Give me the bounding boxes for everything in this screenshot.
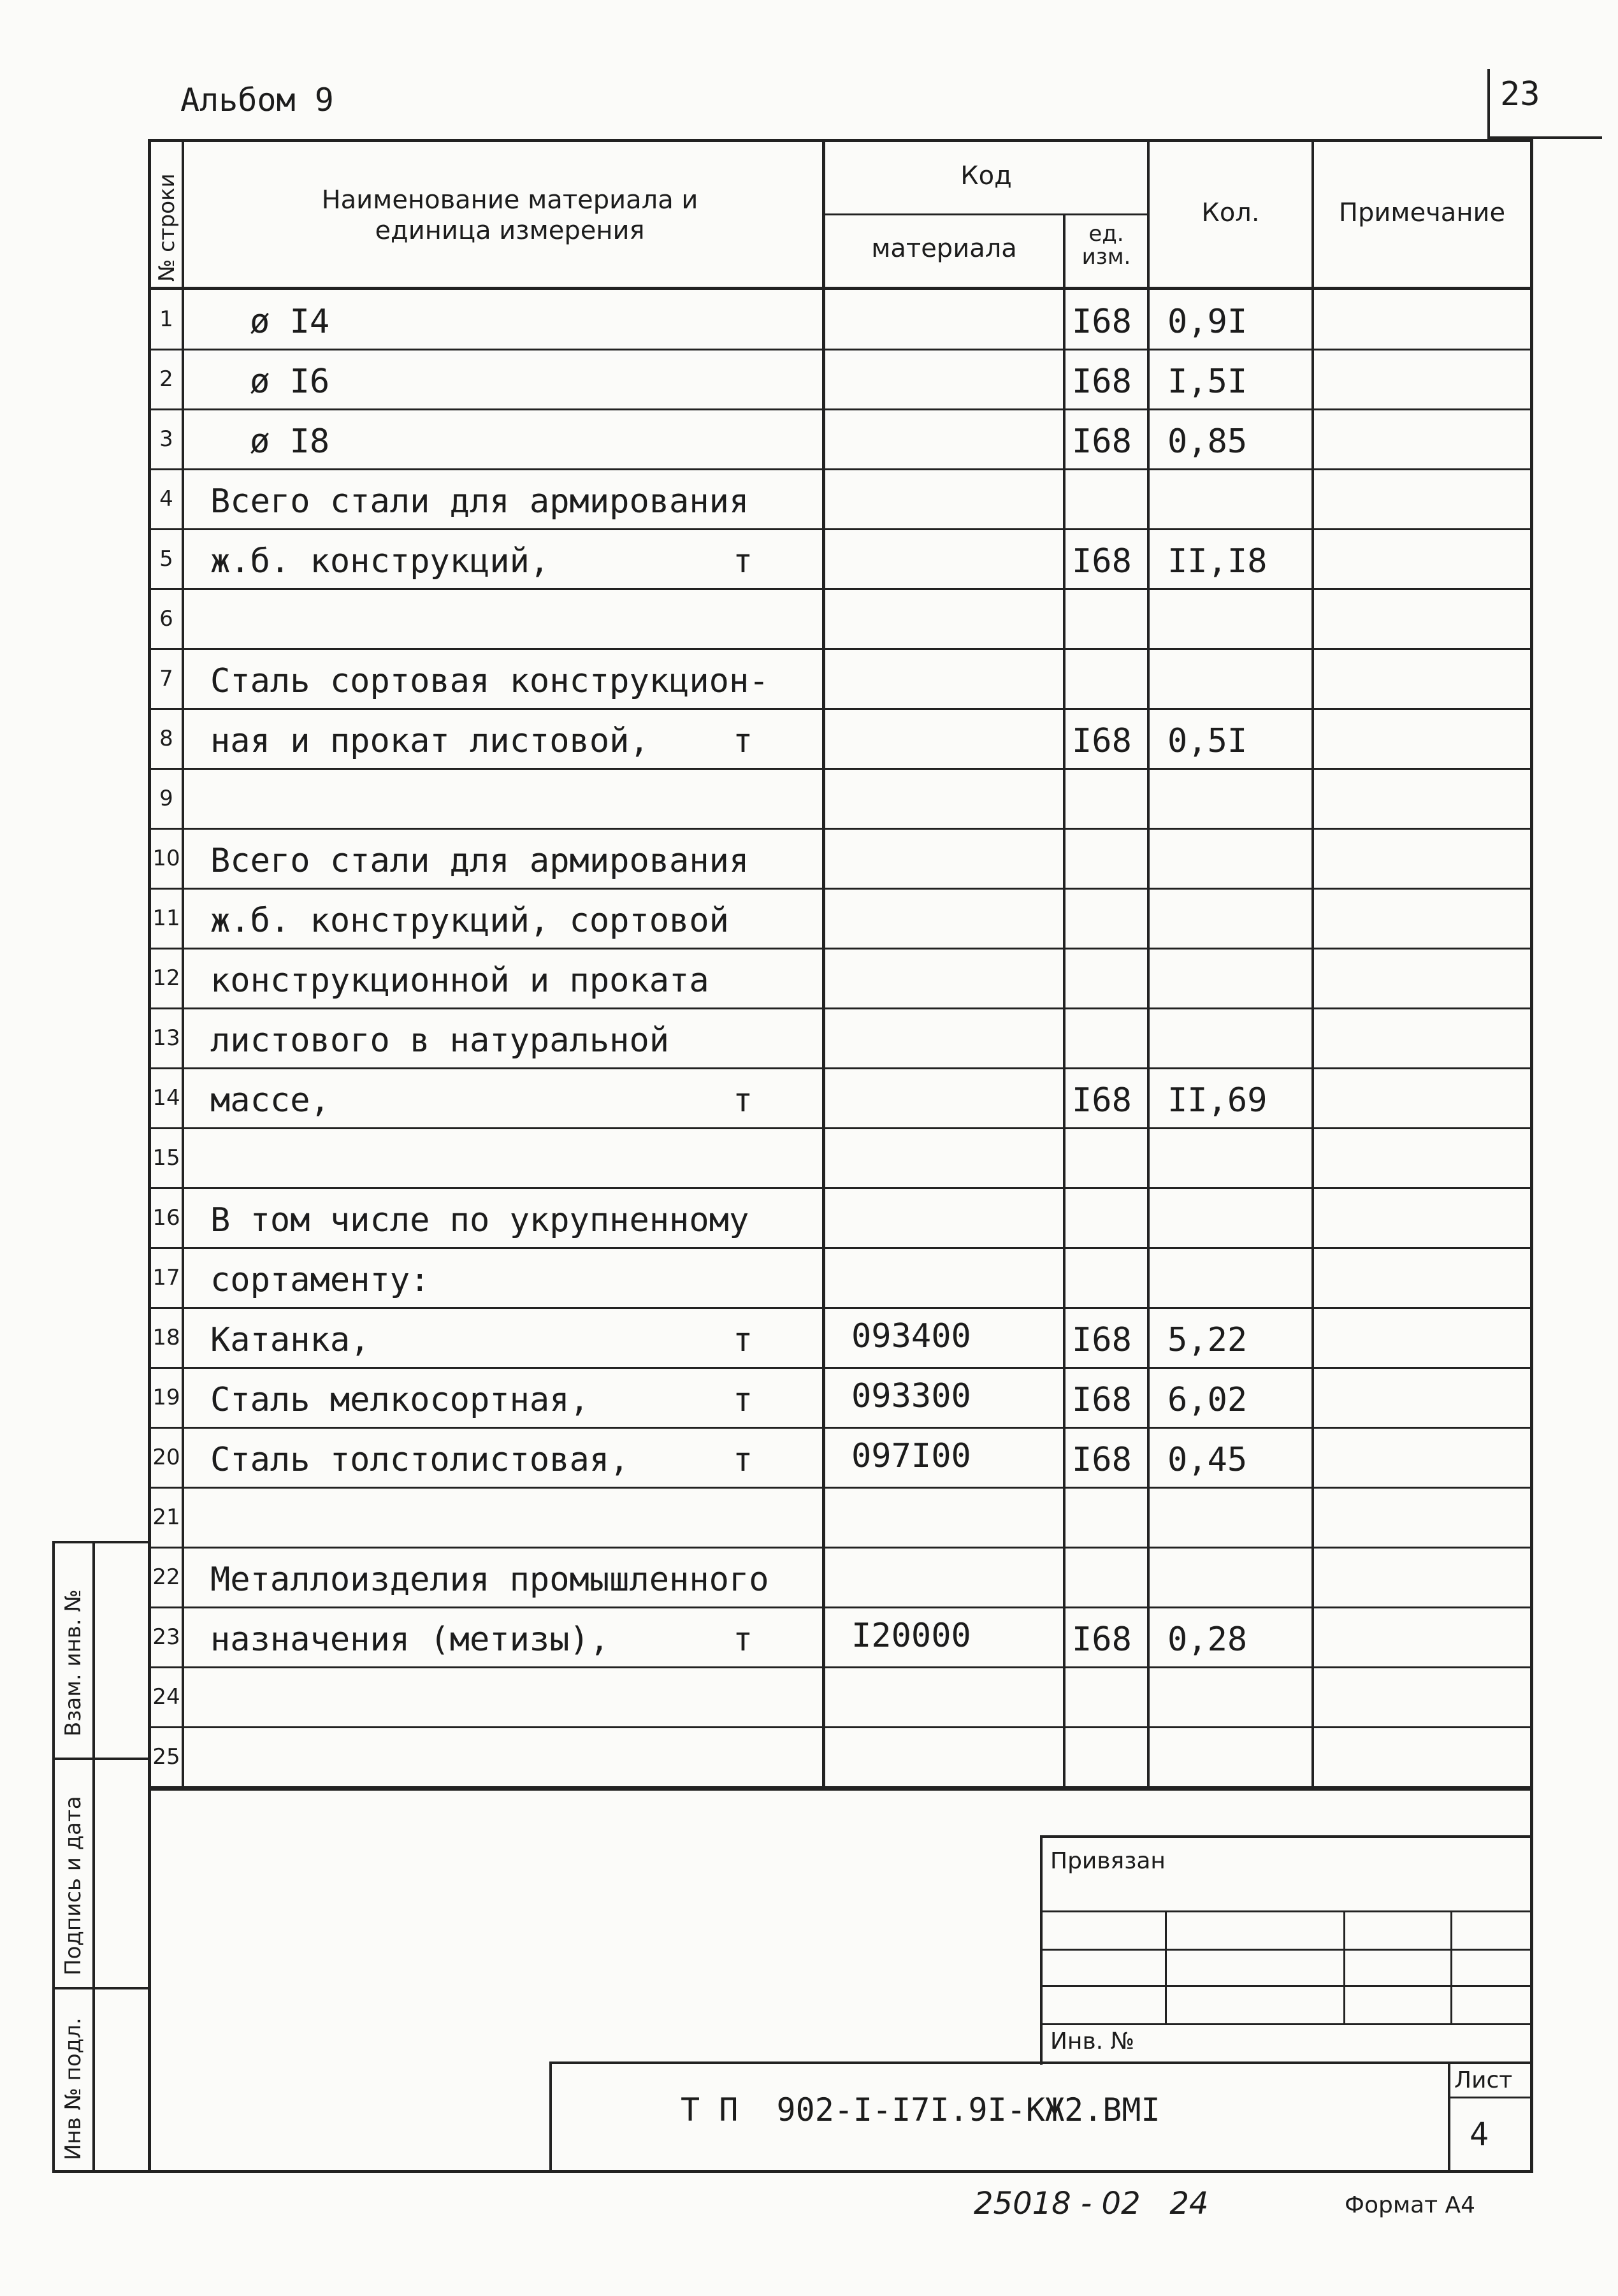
unit-code: I68 (1072, 1321, 1132, 1359)
row-divider (148, 1367, 1533, 1369)
material-name: Сталь сортовая конструкцион- (210, 662, 769, 700)
stamp-row3 (1040, 1985, 1533, 1987)
material-name: ø I8 (250, 422, 330, 461)
row-number: 6 (159, 606, 173, 632)
row-divider (148, 528, 1533, 530)
material-name: Сталь мелкосортная, (210, 1381, 589, 1419)
sheet-label-divider (1448, 2097, 1533, 2098)
stamp-col3 (1450, 1910, 1452, 2025)
header-code-unit: ед. изм. (1081, 221, 1131, 270)
col-divider-qty (1311, 139, 1314, 1789)
frame-left (148, 1787, 151, 2173)
unit-code: I68 (1072, 363, 1132, 401)
header-qty: Кол. (1201, 198, 1260, 227)
material-name: конструкционной и проката (210, 962, 709, 1000)
unit-code: I68 (1072, 1441, 1132, 1479)
doc-box-sheet-divider (1448, 2061, 1450, 2171)
stamp-privyazan: Привязан (1050, 1848, 1166, 1874)
frame-right (1530, 1787, 1533, 2173)
unit-code: I68 (1072, 303, 1132, 341)
quantity: 0,85 (1167, 422, 1248, 461)
row-number: 4 (159, 486, 173, 512)
sheet-label: Лист (1454, 2067, 1513, 2093)
row-number: 18 (152, 1325, 180, 1350)
material-name: Катанка, (210, 1321, 370, 1359)
unit-code: I68 (1072, 722, 1132, 760)
unit-label: т (733, 1321, 753, 1359)
quantity: 5,22 (1167, 1321, 1248, 1359)
material-code: 093300 (851, 1377, 971, 1415)
row-divider (148, 588, 1533, 590)
header-row-no: № строки (154, 173, 180, 282)
row-number: 21 (152, 1505, 180, 1530)
label-podpis-data: Подпись и дата (61, 1796, 86, 1975)
format-label: Формат А4 (1345, 2192, 1476, 2218)
label-vzam-inv: Взам. инв. № (61, 1589, 86, 1736)
row-divider (148, 1007, 1533, 1009)
side-stamp-left (52, 1541, 55, 2172)
row-number: 8 (159, 726, 173, 751)
header-note: Примечание (1338, 198, 1506, 227)
unit-label: т (733, 1441, 753, 1479)
row-divider (148, 1666, 1533, 1668)
material-name: ø I6 (250, 363, 330, 401)
material-code: 093400 (851, 1317, 971, 1355)
material-name: ж.б. конструкций, сортовой (210, 902, 729, 940)
stamp-inv-no: Инв. № (1050, 2028, 1135, 2054)
unit-code: I68 (1072, 1081, 1132, 1120)
quantity: 0,28 (1167, 1621, 1248, 1659)
row-number: 22 (152, 1564, 180, 1590)
table-top-border (148, 139, 1533, 142)
material-name: Сталь толстолистовая, (210, 1441, 630, 1479)
row-number: 13 (152, 1025, 180, 1051)
header-code-material: материала (871, 234, 1017, 263)
row-number: 9 (159, 786, 173, 811)
side-stamp-div1 (52, 1758, 148, 1760)
row-divider (148, 1187, 1533, 1189)
row-number: 23 (152, 1624, 180, 1650)
unit-label: т (733, 722, 753, 760)
row-divider (148, 1127, 1533, 1129)
side-stamp-mid (92, 1541, 95, 2172)
row-divider (148, 948, 1533, 949)
row-divider (148, 1307, 1533, 1309)
row-divider (148, 1427, 1533, 1429)
material-name: ø I4 (250, 303, 330, 341)
unit-label: т (733, 1381, 753, 1419)
material-name: назначения (метизы), (210, 1621, 610, 1659)
doc-box-left (549, 2061, 552, 2171)
row-divider (148, 1786, 1533, 1788)
col-divider-unit (1147, 139, 1150, 1789)
quantity: I,5I (1167, 363, 1248, 401)
row-divider (148, 349, 1533, 350)
header-bottom-border (148, 287, 1533, 290)
row-divider (148, 408, 1533, 410)
quantity: 0,9I (1167, 303, 1248, 341)
header-code: Код (960, 161, 1012, 191)
row-divider (148, 888, 1533, 890)
unit-label: т (733, 1081, 753, 1120)
stamp-row4 (1040, 2023, 1533, 2025)
album-title: Альбом 9 (180, 82, 334, 119)
row-divider (148, 708, 1533, 710)
stamp-col1 (1165, 1910, 1167, 2025)
table-right-border (1530, 139, 1533, 1789)
unit-code: I68 (1072, 1621, 1132, 1659)
row-divider (148, 1487, 1533, 1489)
material-name: Металлоизделия промышленного (210, 1561, 769, 1599)
row-number: 10 (152, 846, 180, 871)
row-number: 19 (152, 1385, 180, 1410)
sheet-number: 4 (1470, 2116, 1489, 2153)
material-code: 097I00 (851, 1437, 971, 1475)
row-number: 7 (159, 666, 173, 691)
row-number: 14 (152, 1085, 180, 1111)
row-number: 5 (159, 546, 173, 572)
quantity: 6,02 (1167, 1381, 1248, 1419)
row-number: 24 (152, 1684, 180, 1710)
row-divider (148, 1606, 1533, 1608)
quantity: 0,45 (1167, 1441, 1248, 1479)
col-divider-material (1063, 213, 1065, 1789)
material-name: ж.б. конструкций, (210, 542, 550, 581)
row-divider (148, 768, 1533, 770)
row-divider (148, 1547, 1533, 1549)
row-number: 11 (152, 906, 180, 931)
unit-label: т (733, 1621, 753, 1659)
page-number: 23 (1500, 75, 1540, 113)
row-divider (148, 648, 1533, 650)
unit-code: I68 (1072, 1381, 1132, 1419)
document-code: Т П 902-I-I7I.9I-КЖ2.ВМI (681, 2091, 1160, 2128)
row-divider (148, 828, 1533, 830)
side-stamp-div2 (52, 1987, 148, 1989)
material-name: ная и прокат листовой, (210, 722, 649, 760)
page-number-divider (1487, 69, 1490, 139)
unit-code: I68 (1072, 422, 1132, 461)
material-name: Всего стали для армирования (210, 842, 749, 880)
stamp-row2 (1040, 1949, 1533, 1951)
header-name: Наименование материала и единица измерения (321, 185, 698, 245)
stamp-row1 (1040, 1910, 1533, 1912)
code-subheader-divider (822, 213, 1148, 215)
row-number: 16 (152, 1205, 180, 1231)
material-name: массе, (210, 1081, 330, 1120)
unit-label: т (733, 542, 753, 581)
unit-code: I68 (1072, 542, 1132, 581)
material-name: листового в натуральной (210, 1022, 670, 1060)
material-name: сортаменту: (210, 1261, 430, 1299)
row-divider (148, 468, 1533, 470)
quantity: II,I8 (1167, 542, 1268, 581)
row-divider (148, 1247, 1533, 1249)
row-number: 20 (152, 1445, 180, 1470)
material-code: I20000 (851, 1617, 971, 1655)
label-inv-podl: Инв № подл. (61, 2018, 86, 2160)
row-number: 25 (152, 1744, 180, 1770)
row-number: 17 (152, 1265, 180, 1290)
material-name: Всего стали для армирования (210, 482, 749, 521)
material-name: В том числе по укрупненному (210, 1201, 749, 1239)
col-divider-name (822, 139, 825, 1789)
row-number: 15 (152, 1145, 180, 1171)
row-number: 1 (159, 307, 173, 332)
row-number: 2 (159, 366, 173, 392)
quantity: 0,5I (1167, 722, 1248, 760)
row-number: 3 (159, 426, 173, 452)
doc-box-top (549, 2061, 1533, 2064)
stamp-top (1040, 1835, 1533, 1838)
frame-bottom (52, 2170, 1533, 2173)
side-stamp-top (52, 1541, 148, 1543)
handwritten-inventory: 25018 - 02 24 (974, 2186, 1209, 2221)
row-divider (148, 1726, 1533, 1728)
row-divider (148, 1067, 1533, 1069)
stamp-col2 (1343, 1910, 1345, 2025)
row-number: 12 (152, 965, 180, 991)
quantity: II,69 (1167, 1081, 1268, 1120)
